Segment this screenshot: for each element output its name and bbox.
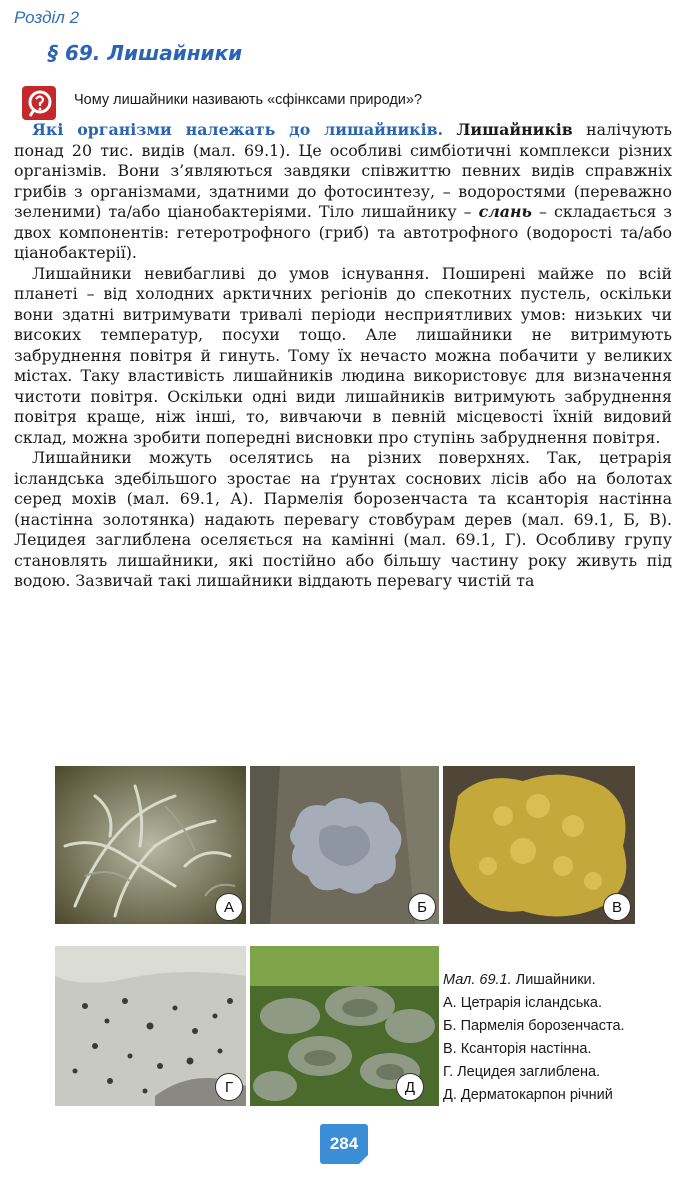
caption-item: В. Ксанторія настінна.	[443, 1041, 592, 1057]
photo-xanthoria	[443, 766, 635, 924]
paragraph-2: Лишайники невибагливі до умов існування. Поширені майже по всій планеті – від холодних арктичних регіонів до спекотних пустель, оскільки вони здатні витримувати тривалі періоди несприятливих умов: низьких чи високих температур, посухи тощо. Але лишайники не витримують забруднення повітря й гинуть. Тому їх нечасто можна побачити у великих містах. Таку властивість лишайників людина використовує для визначення чистоти повітря. Оскільки одні види лишайників витримують забруднення повітря краще, ніж інші, то, вивчаючи в певній місцевості їхній видовий склад, можна зробити попередні висновки про ступінь забруднення повітря.	[14, 263, 672, 447]
photo-lecidea	[55, 946, 246, 1106]
caption-item: Д. Дерматокарпон річний	[443, 1087, 613, 1103]
photo-cetraria	[55, 766, 246, 924]
page-title: § 69. Лишайники	[48, 41, 243, 65]
bold-term-thallus: слань	[478, 202, 532, 221]
caption-title-line	[443, 969, 625, 992]
body-text	[14, 120, 672, 592]
section-label: Розділ 2	[14, 8, 80, 27]
subheading: Які організми належать до лишайників.	[32, 120, 444, 139]
paragraph-1	[14, 120, 672, 264]
figure-label-a: А	[215, 893, 243, 921]
question-sign-icon	[22, 86, 56, 120]
page-number: 284	[320, 1124, 368, 1164]
paragraph-1-text-a: налічують понад 20 тис. видів (мал. 69.1). Це особливі симбіотичні комплекси різних організмів. Вони з’являються завдяки співжиттю певних видів справжніх грибів з організмами, здатними до фотосинтезу, – водоростями (переважно зеленими) та/або ціанобактеріями. Тіло лишайнику –	[14, 120, 672, 221]
bold-term-lichens: Лишайників	[456, 120, 573, 139]
paragraph-1-text-b: – складається з двох компонентів: гетеротрофного (гриб) та автотрофного (водорості та/або ціанобактерії).	[14, 202, 672, 262]
figure-label-b: Б	[408, 893, 436, 921]
photo-parmelia	[250, 766, 439, 924]
figure-caption	[443, 969, 625, 1107]
caption-item: Г. Лецидея заглиблена.	[443, 1064, 601, 1080]
caption-ref: Мал. 69.1.	[443, 972, 512, 988]
figure-label-g: Г	[215, 1073, 243, 1101]
question-text: Чому лишайники називають «сфінксами природи»?	[74, 92, 423, 108]
figure-label-d: Д	[396, 1073, 424, 1101]
caption-item: Б. Пармелія борозенчаста.	[443, 1018, 625, 1034]
caption-title: Лишайники.	[515, 972, 596, 988]
caption-item: А. Цетрарія ісландська.	[443, 995, 602, 1011]
figure-label-v: В	[603, 893, 631, 921]
photo-dermatocarpon	[250, 946, 439, 1106]
paragraph-3: Лишайники можуть оселятись на різних поверхнях. Так, цетрарія ісландська здебільшого зростає на ґрунтах соснових лісів або на болотах серед мохів (мал. 69.1, А). Пармелія борозенчаста та ксанторія настінна (настінна золотянка) надають перевагу стовбурам дерев (мал. 69.1, Б, В). Лецидея заглиблена оселяється на камінні (мал. 69.1, Г). Особливу групу становлять лишайники, які постійно або більшу частину року живуть під водою. Зазвичай такі лишайники віддають перевагу чистій та	[14, 448, 672, 590]
